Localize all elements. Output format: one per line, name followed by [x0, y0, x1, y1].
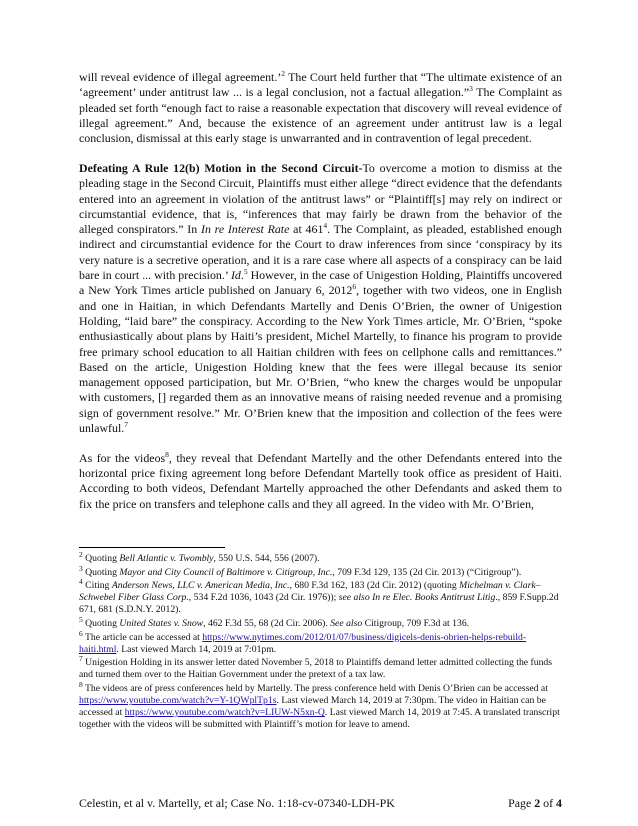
text: ., 859 F.Supp.2d 671, 681 (S.D.N.Y. 2012). [79, 592, 559, 616]
footnote-number: 7 [79, 654, 83, 664]
text: , 680 F.3d 162, 183 (2d Cir. 2012) (quoting [289, 580, 460, 592]
case-citation: Mayor and City Council of Baltimore v. Citigroup, Inc. [119, 566, 333, 578]
text: . Last viewed March 14, 2019 at 7:45. A translated transcript together with the videos will be submitted with Plaintiff’s motion for leave to amend. [79, 707, 560, 731]
text: will reveal evidence of illegal agreement.’ [79, 70, 282, 84]
document-body [79, 70, 562, 527]
page-number [508, 796, 562, 811]
page-footer [79, 796, 562, 811]
case-citation: Michelman v. Clark–Schwebel Fiber Glass Corp. [79, 580, 541, 604]
text: Page [508, 796, 535, 810]
text: . Last viewed March 14, 2019 at 7:01pm. [116, 643, 277, 655]
footnote-number: 5 [79, 614, 83, 624]
nytimes-article-link[interactable]: https://www.nytimes.com/2012/01/07/business/digicels-denis-obrien-helps-rebuild-haiti.html [79, 631, 527, 655]
youtube-video-link-haitian[interactable]: https://www.youtube.com/watch?v=LIUW-N5xn-Q [124, 707, 325, 719]
paragraph-2 [79, 161, 562, 436]
text: , 550 U.S. 544, 556 (2007). [213, 553, 320, 564]
footnote-ref-7[interactable]: 7 [124, 420, 128, 430]
footnote-number: 2 [79, 549, 83, 559]
footnote-number: 3 [79, 563, 83, 573]
footnote-divider [79, 547, 225, 548]
text: of [540, 796, 557, 810]
case-caption: Celestin, et al v. Martelly, et al; Case No. 1:18-cv-07340-LDH-PK [79, 796, 395, 810]
text: Quoting [82, 617, 120, 629]
footnote-5 [79, 614, 562, 630]
text: As for the videos [79, 450, 166, 465]
footnote-number: 6 [79, 628, 83, 638]
case-citation: United States v. Snow [119, 617, 204, 629]
text: . Last viewed March 14, 2019 at 7:30pm. The video in Haitian can be accessed at [79, 695, 546, 719]
paragraph-3 [79, 451, 562, 512]
text: Quoting [82, 553, 120, 564]
text: The Court held further that “The ultimate existence of an ‘agreement’ under antitrust law ... is a legal conclusion, not a factual allegation.” [79, 70, 563, 100]
text: , 462 F.3d 55, 68 (2d Cir. 2006). [203, 617, 331, 629]
text: Citing [82, 580, 112, 592]
total-pages: 4 [556, 796, 562, 810]
current-page: 2 [534, 796, 541, 810]
footnote-number: 8 [79, 679, 83, 689]
footnote-ref-3[interactable]: 3 [469, 84, 473, 94]
footnote-8 [79, 679, 562, 731]
text: at 461 [289, 222, 324, 237]
case-citation: In re Interest Rate [200, 222, 290, 237]
text: , together with two videos, one in English and one in Haitian, in which Defendants Martelly and Denis O’Brien, the owner of Unigestion Holding, “laid bare” the conspiracy. According to the New York Times article, Mr. O’Brien, “spoke enthusiastically about plans by Haiti’s president, Michel Martelly, to finance his program to provide free primary school education to all Haitian children with fees on cellphone calls and remittances.” Based on the article, Unigestion Holding knew that the fees were illegal because its senior management opposed participation, but Mr. O’Brien, “who knew the charges would be unpopular with customers, [] regarded them as an innovative means of raising needed revenue and a promising sign of government resolve.” Mr. O’Brien knew that the imposition and collection of the fees were unlawful. [79, 283, 563, 436]
text: However, in the case of Unigestion Holding, Plaintiffs uncovered a New York Times article published on January 6, 2012 [79, 268, 562, 298]
footnote-ref-6[interactable]: 6 [352, 282, 357, 292]
case-citation: see also In re Elec. Books Antitrust Litig [338, 592, 496, 604]
footnote-number: 4 [79, 576, 83, 586]
footnote-ref-5[interactable]: 5 [243, 267, 248, 277]
text: , they reveal that Defendant Martelly and the other Defendants entered into the horizontal price fixing agreement long before Defendant Martelly took office as president of Haiti. According to both videos, Defendant Martelly approached the other Defendants and asked them to fix the price on transfers and telephone calls and they all agreed. In the video with Mr. O’Brien, [79, 450, 562, 511]
footnote-3 [79, 563, 562, 579]
text: To overcome a motion to dismiss at the pleading stage in the Second Circuit, Plaintiffs must either allege “direct evidence that the defendants entered into an agreement in violation of the antitrust laws” or “Plaintiff[s] may rely on indirect or circumstantial evidence, that is, “inferences that may fairly be drawn from the behavior of the alleged conspirators.” In [79, 160, 562, 237]
footnote-ref-8[interactable]: 8 [165, 449, 169, 459]
text: Quoting [82, 566, 120, 578]
text: The videos are of press conferences held by Martelly. The press conference held with Denis O’Brien can be accessed at [82, 682, 548, 694]
text: The article can be accessed at [82, 631, 203, 643]
text: , 709 F.3d 129, 135 (2d Cir. 2013) (“Citigroup”). [332, 566, 522, 578]
footnotes [79, 549, 562, 733]
text: , 534 F.2d 1036, 1043 (2d Cir. 1976)); [188, 592, 339, 604]
paragraph-1 [79, 70, 562, 146]
text: . [240, 268, 244, 283]
case-citation: Id [230, 268, 241, 283]
text: Unigestion Holding in its answer letter dated November 5, 2018 to Plaintiffs demand letter admitted collecting the funds and turned them over to the Haitian Government under the pretext of a tax law. [79, 657, 553, 681]
footnote-2 [79, 549, 562, 565]
text: . The Complaint, as pleaded, established enough indirect and circumstantial evidence for the Court to draw inferences from since ‘conspiracy by its very nature is a secretive operation, and it is a rare case where all aspects of a conspiracy can be laid bare in court ... with precision.’ [79, 222, 562, 283]
signal-word: See also [330, 617, 363, 629]
footnote-4 [79, 576, 562, 616]
text: The Complaint as pleaded set forth “enough fact to raise a reasonable expectation that discovery will reveal evidence of illegal agreement.” And, because the existence of an agreement under antitrust law is a legal conclusion, dismissal at this early stage is unwarranted and in contravention of legal precedent. [79, 85, 562, 146]
footnote-ref-2[interactable]: 2 [281, 69, 286, 79]
footnote-6 [79, 628, 562, 656]
text: Citigroup, 709 F.3d at 136. [362, 617, 470, 629]
footnote-ref-4[interactable]: 4 [323, 221, 328, 231]
section-heading: Defeating A Rule 12(b) Motion in the Second Circuit- [79, 160, 363, 175]
case-citation: Bell Atlantic v. Twombly [119, 553, 214, 564]
footnote-7 [79, 654, 562, 681]
case-citation: Anderson News, LLC v. American Media, Inc. [111, 580, 290, 592]
youtube-video-link-english[interactable]: https://www.youtube.com/watch?v=Y-1QWplTp1s [79, 695, 277, 707]
